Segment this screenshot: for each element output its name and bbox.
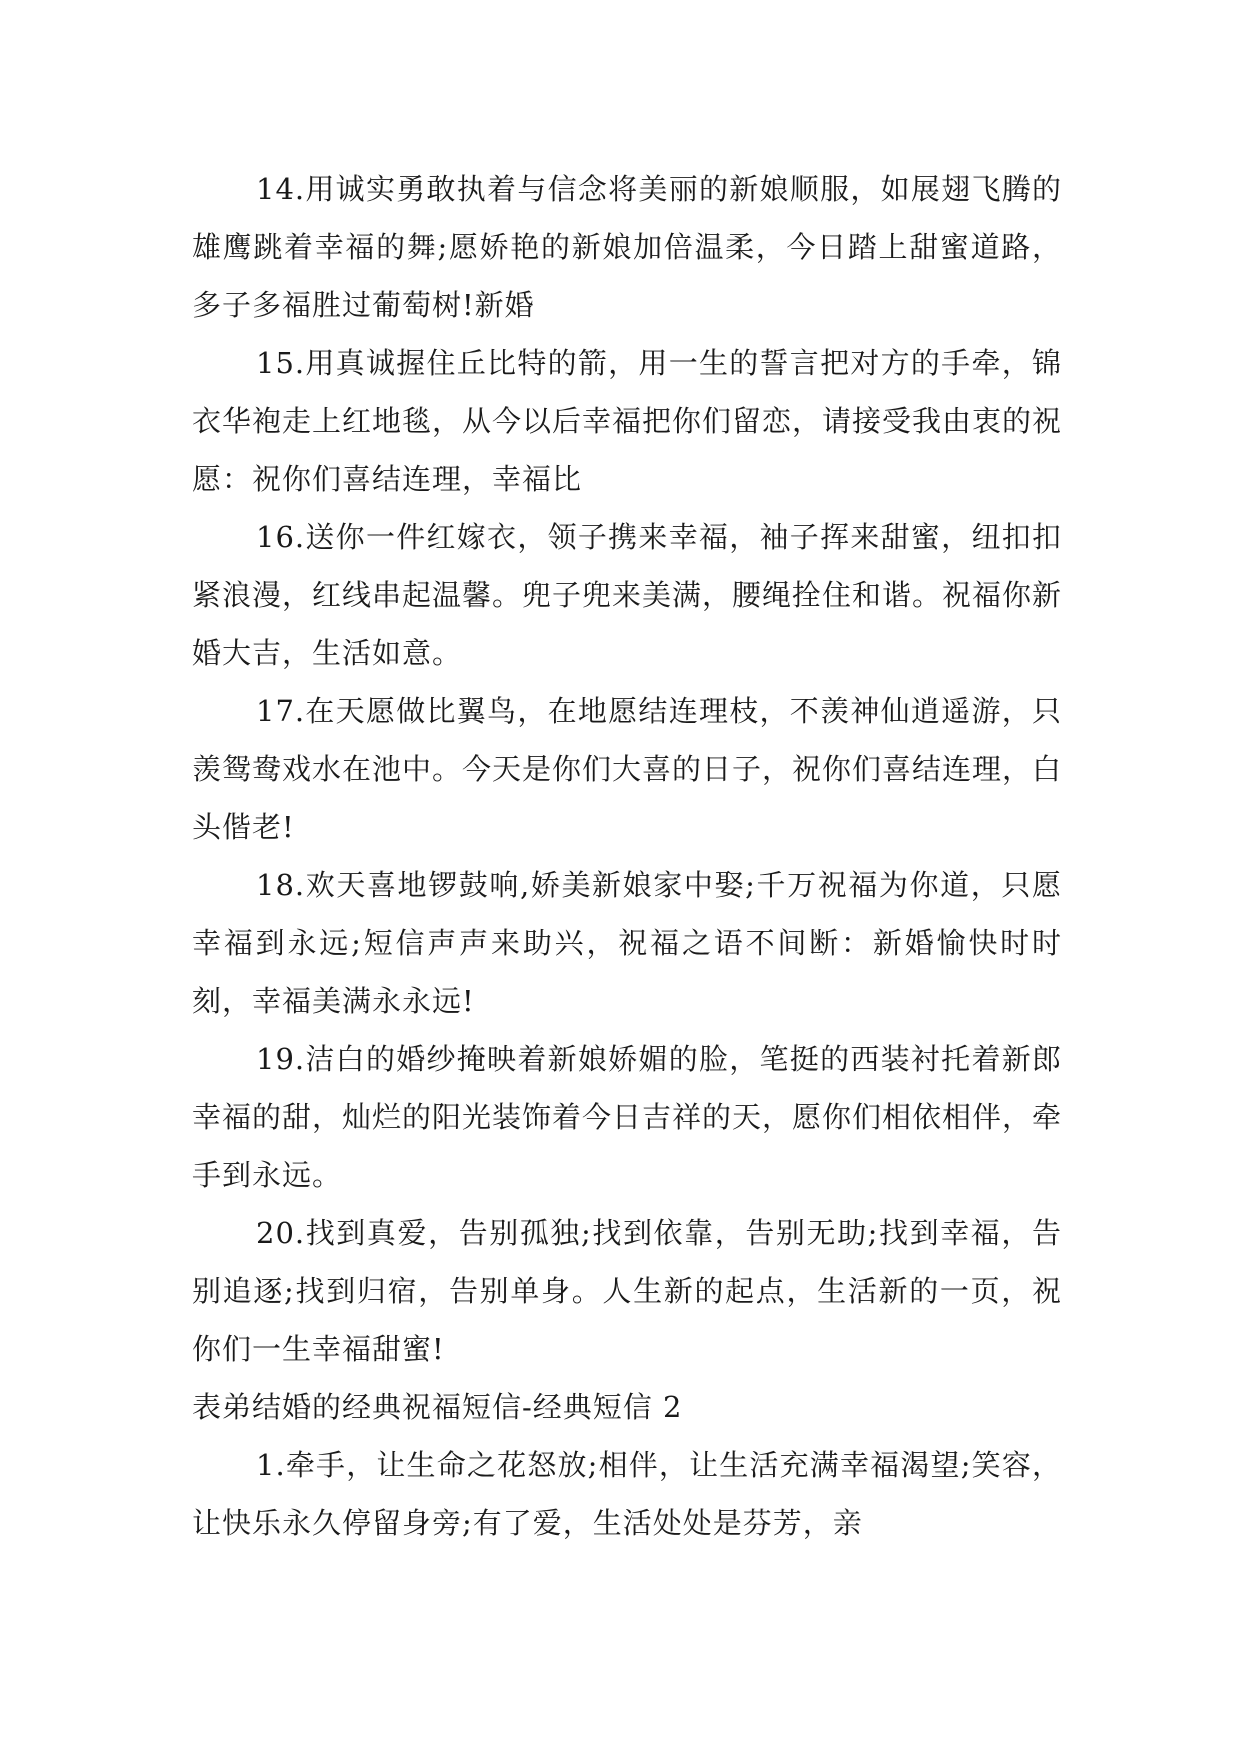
- paragraph-15: 15.用真诚握住丘比特的箭，用一生的誓言把对方的手牵，锦衣华袍走上红地毯，从今以后幸福把你们留恋，请接受我由衷的祝愿：祝你们喜结连理，幸福比: [192, 346, 1063, 496]
- paragraph-20: 20.找到真爱，告别孤独;找到依靠，告别无助;找到幸福，告别追逐;找到归宿，告别单身。人生新的起点，生活新的一页，祝你们一生幸福甜蜜!: [192, 1216, 1062, 1366]
- section-heading: 表弟结婚的经典祝福短信-经典短信 2: [192, 1390, 683, 1424]
- paragraph-19: 19.洁白的婚纱掩映着新娘娇媚的脸，笔挺的西装衬托着新郎幸福的甜，灿烂的阳光装饰着今日吉祥的天，愿你们相依相伴，牵手到永远。: [192, 1042, 1063, 1192]
- document-body: [192, 160, 1062, 1552]
- paragraph-18: 18.欢天喜地锣鼓响,娇美新娘家中娶;千万祝福为你道，只愿幸福到永远;短信声声来助兴，祝福之语不间断：新婚愉快时时刻，幸福美满永永远!: [192, 868, 1062, 1018]
- paragraph-16: 16.送你一件红嫁衣，领子携来幸福，袖子挥来甜蜜，纽扣扣紧浪漫，红线串起温馨。兜子兜来美满，腰绳拴住和谐。祝福你新婚大吉，生活如意。: [192, 520, 1063, 670]
- paragraph-1: 1.牵手，让生命之花怒放;相伴，让生活充满幸福渴望;笑容，让快乐永久停留身旁;有了爱，生活处处是芬芳，亲: [192, 1448, 1062, 1540]
- paragraph-14: 14.用诚实勇敢执着与信念将美丽的新娘顺服，如展翅飞腾的雄鹰跳着幸福的舞;愿娇艳的新娘加倍温柔，今日踏上甜蜜道路，多子多福胜过葡萄树!新婚: [192, 172, 1062, 322]
- paragraph-17: 17.在天愿做比翼鸟，在地愿结连理枝，不羡神仙逍遥游，只羡鸳鸯戏水在池中。今天是你们大喜的日子，祝你们喜结连理，白头偕老!: [192, 694, 1063, 844]
